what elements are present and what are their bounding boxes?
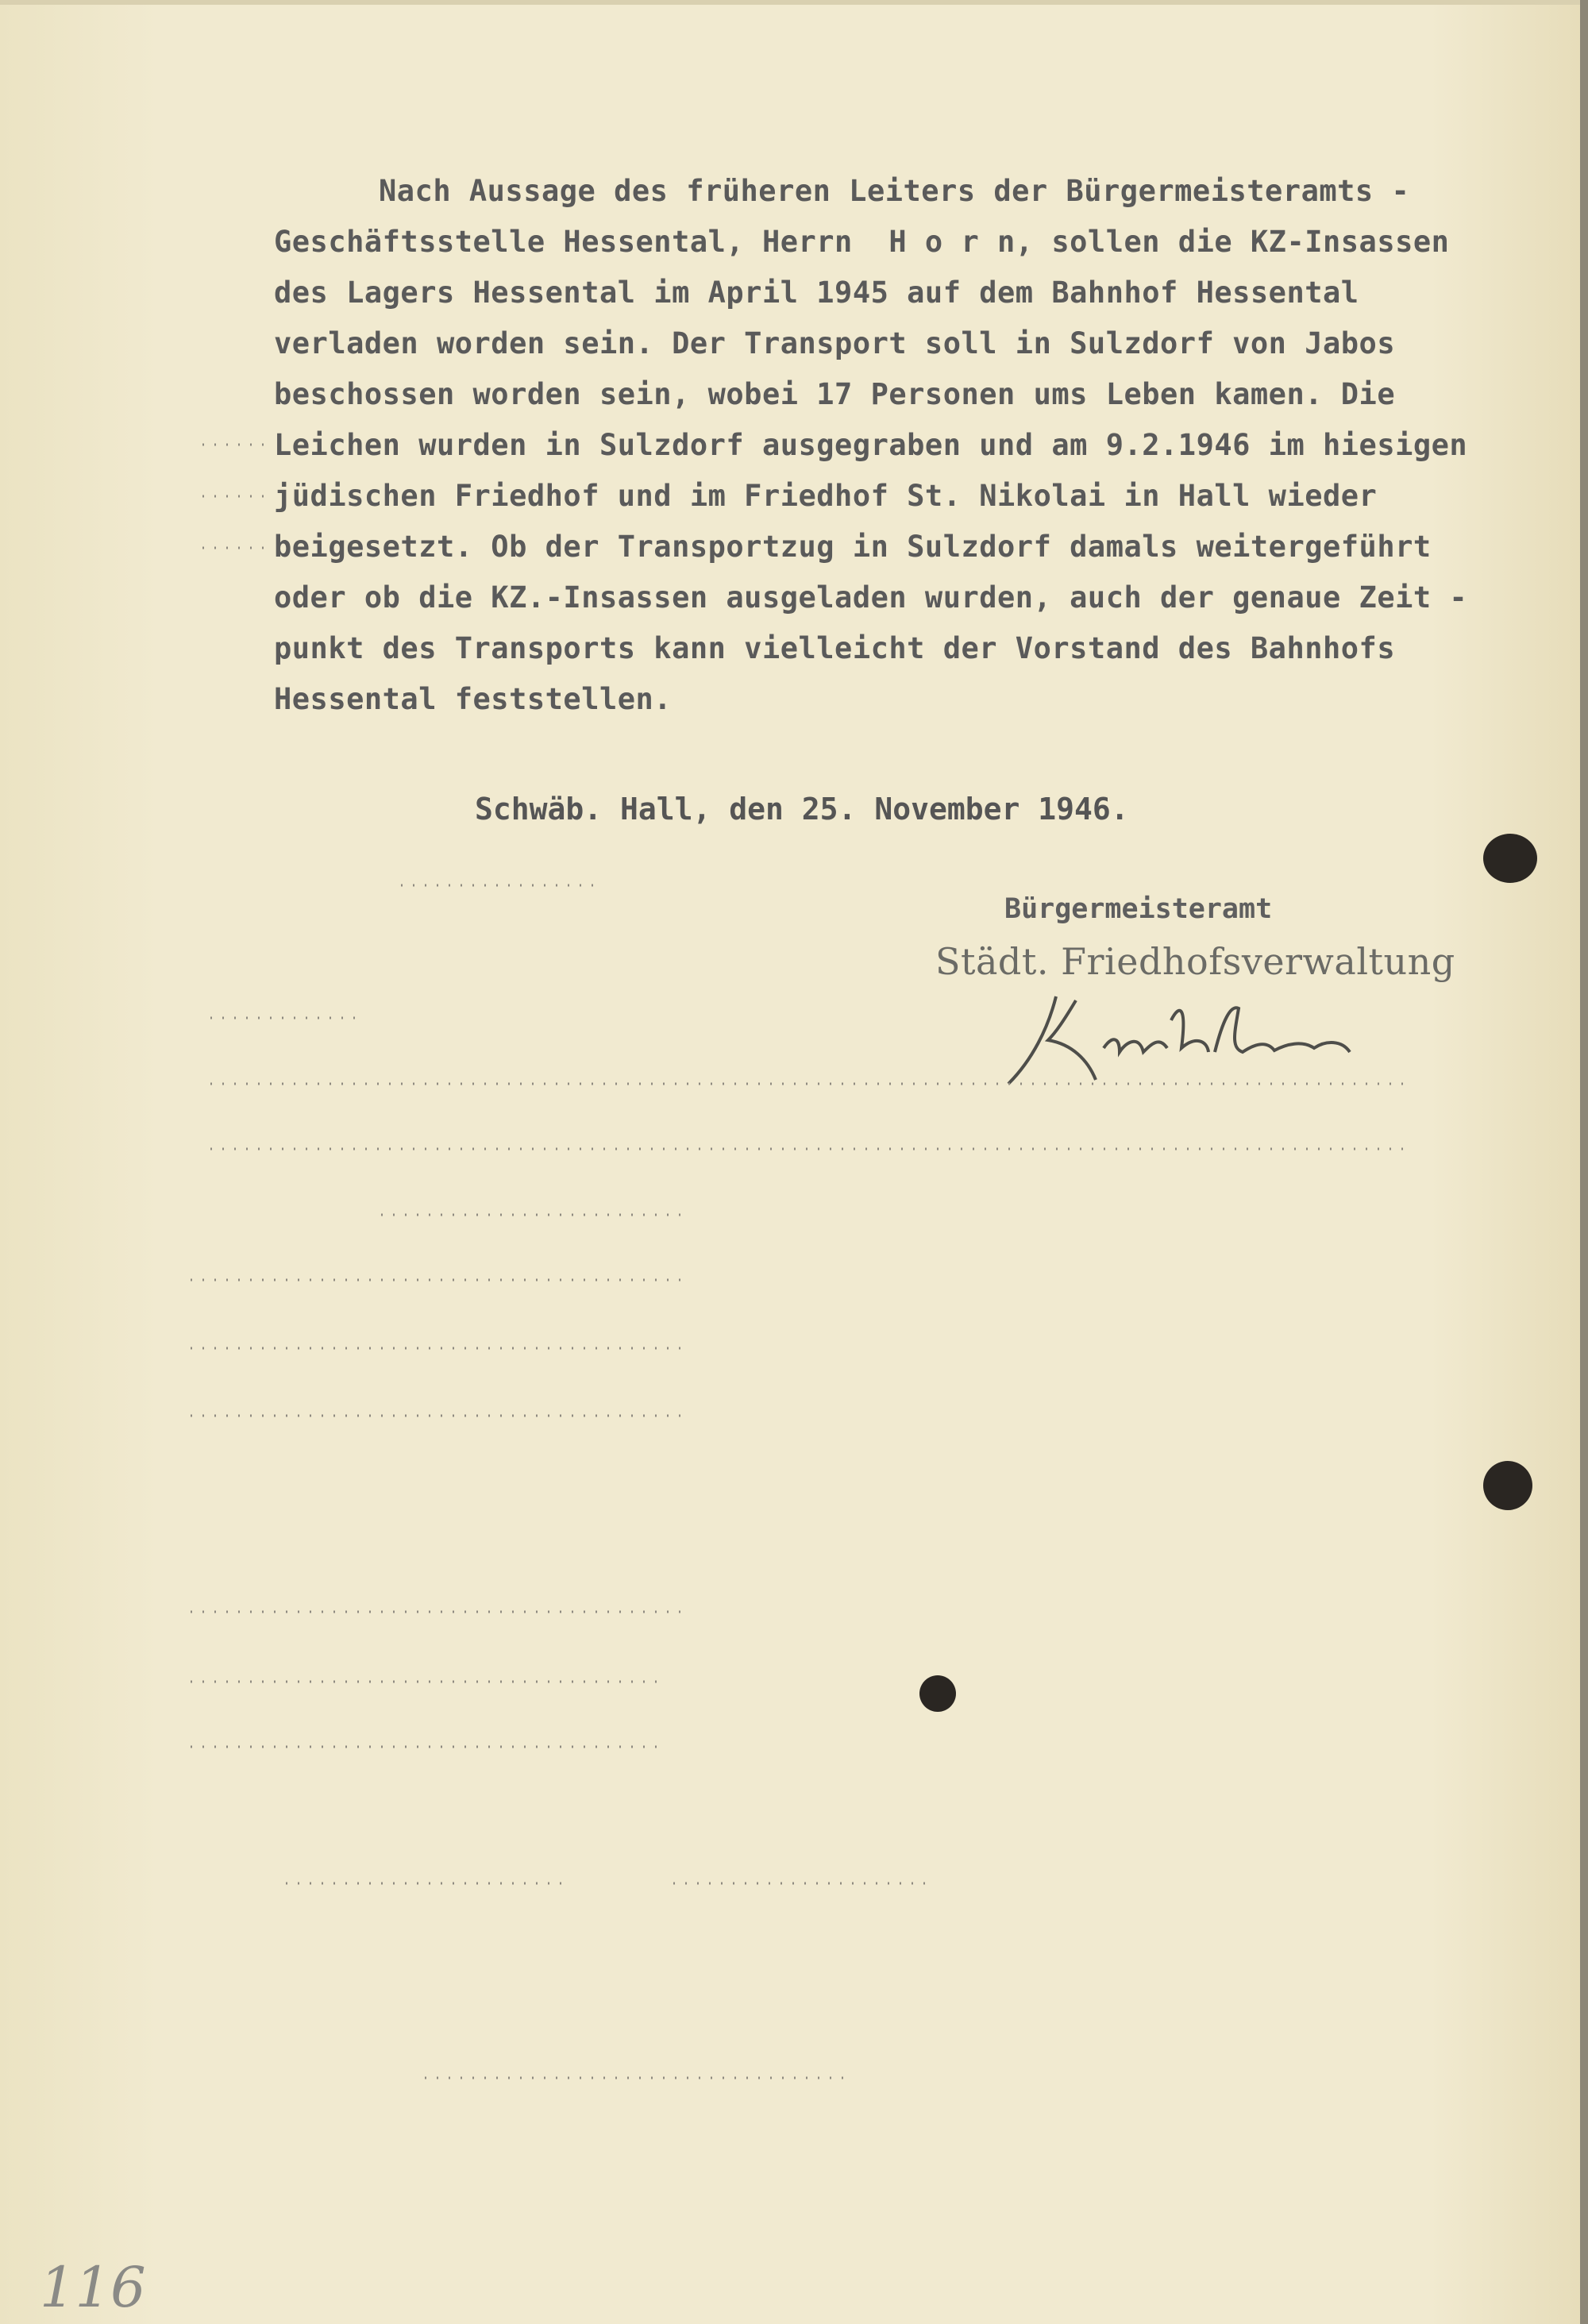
letter-line-4: verladen worden sein. Der Transport soll in Sulzdorf von Jabos [274,326,1396,360]
office-stamp: Städt. Friedhofsverwaltung [935,940,1455,983]
letter-line-3: des Lagers Hessental im April 1945 auf dem Bahnhof Hessental [274,276,1359,310]
letter-line-10: punkt des Transports kann vielleicht der Vorstand des Bahnhofs [274,631,1396,665]
date-line: Schwäb. Hall, den 25. November 1946. [475,792,1129,827]
letter-line-1: Nach Aussage des früheren Leiters der Bürgermeisteramts - [379,174,1410,208]
letter-line-5: beschossen worden sein, wobei 17 Personen ums Leben kamen. Die [274,377,1396,411]
page-number: 116 [40,2255,146,2320]
letter-line-9: oder ob die KZ.-Insassen ausgeladen wurden, auch der genaue Zeit - [274,580,1468,615]
letter-line-11: Hessental feststellen. [274,682,673,716]
letter-line-7: jüdischen Friedhof und im Friedhof St. Nikolai in Hall wieder [274,479,1378,513]
letter-line-6: Leichen wurden in Sulzdorf ausgegraben und am 9.2.1946 im hiesigen [274,428,1468,462]
office-name: Bürgermeisteramt [1004,893,1273,925]
letter-line-2: Geschäftsstelle Hessental, Herrn H o r n, sollen die KZ-Insassen [274,225,1450,259]
letter-line-8: beigesetzt. Ob der Transportzug in Sulzdorf damals weitergeführt [274,530,1432,564]
